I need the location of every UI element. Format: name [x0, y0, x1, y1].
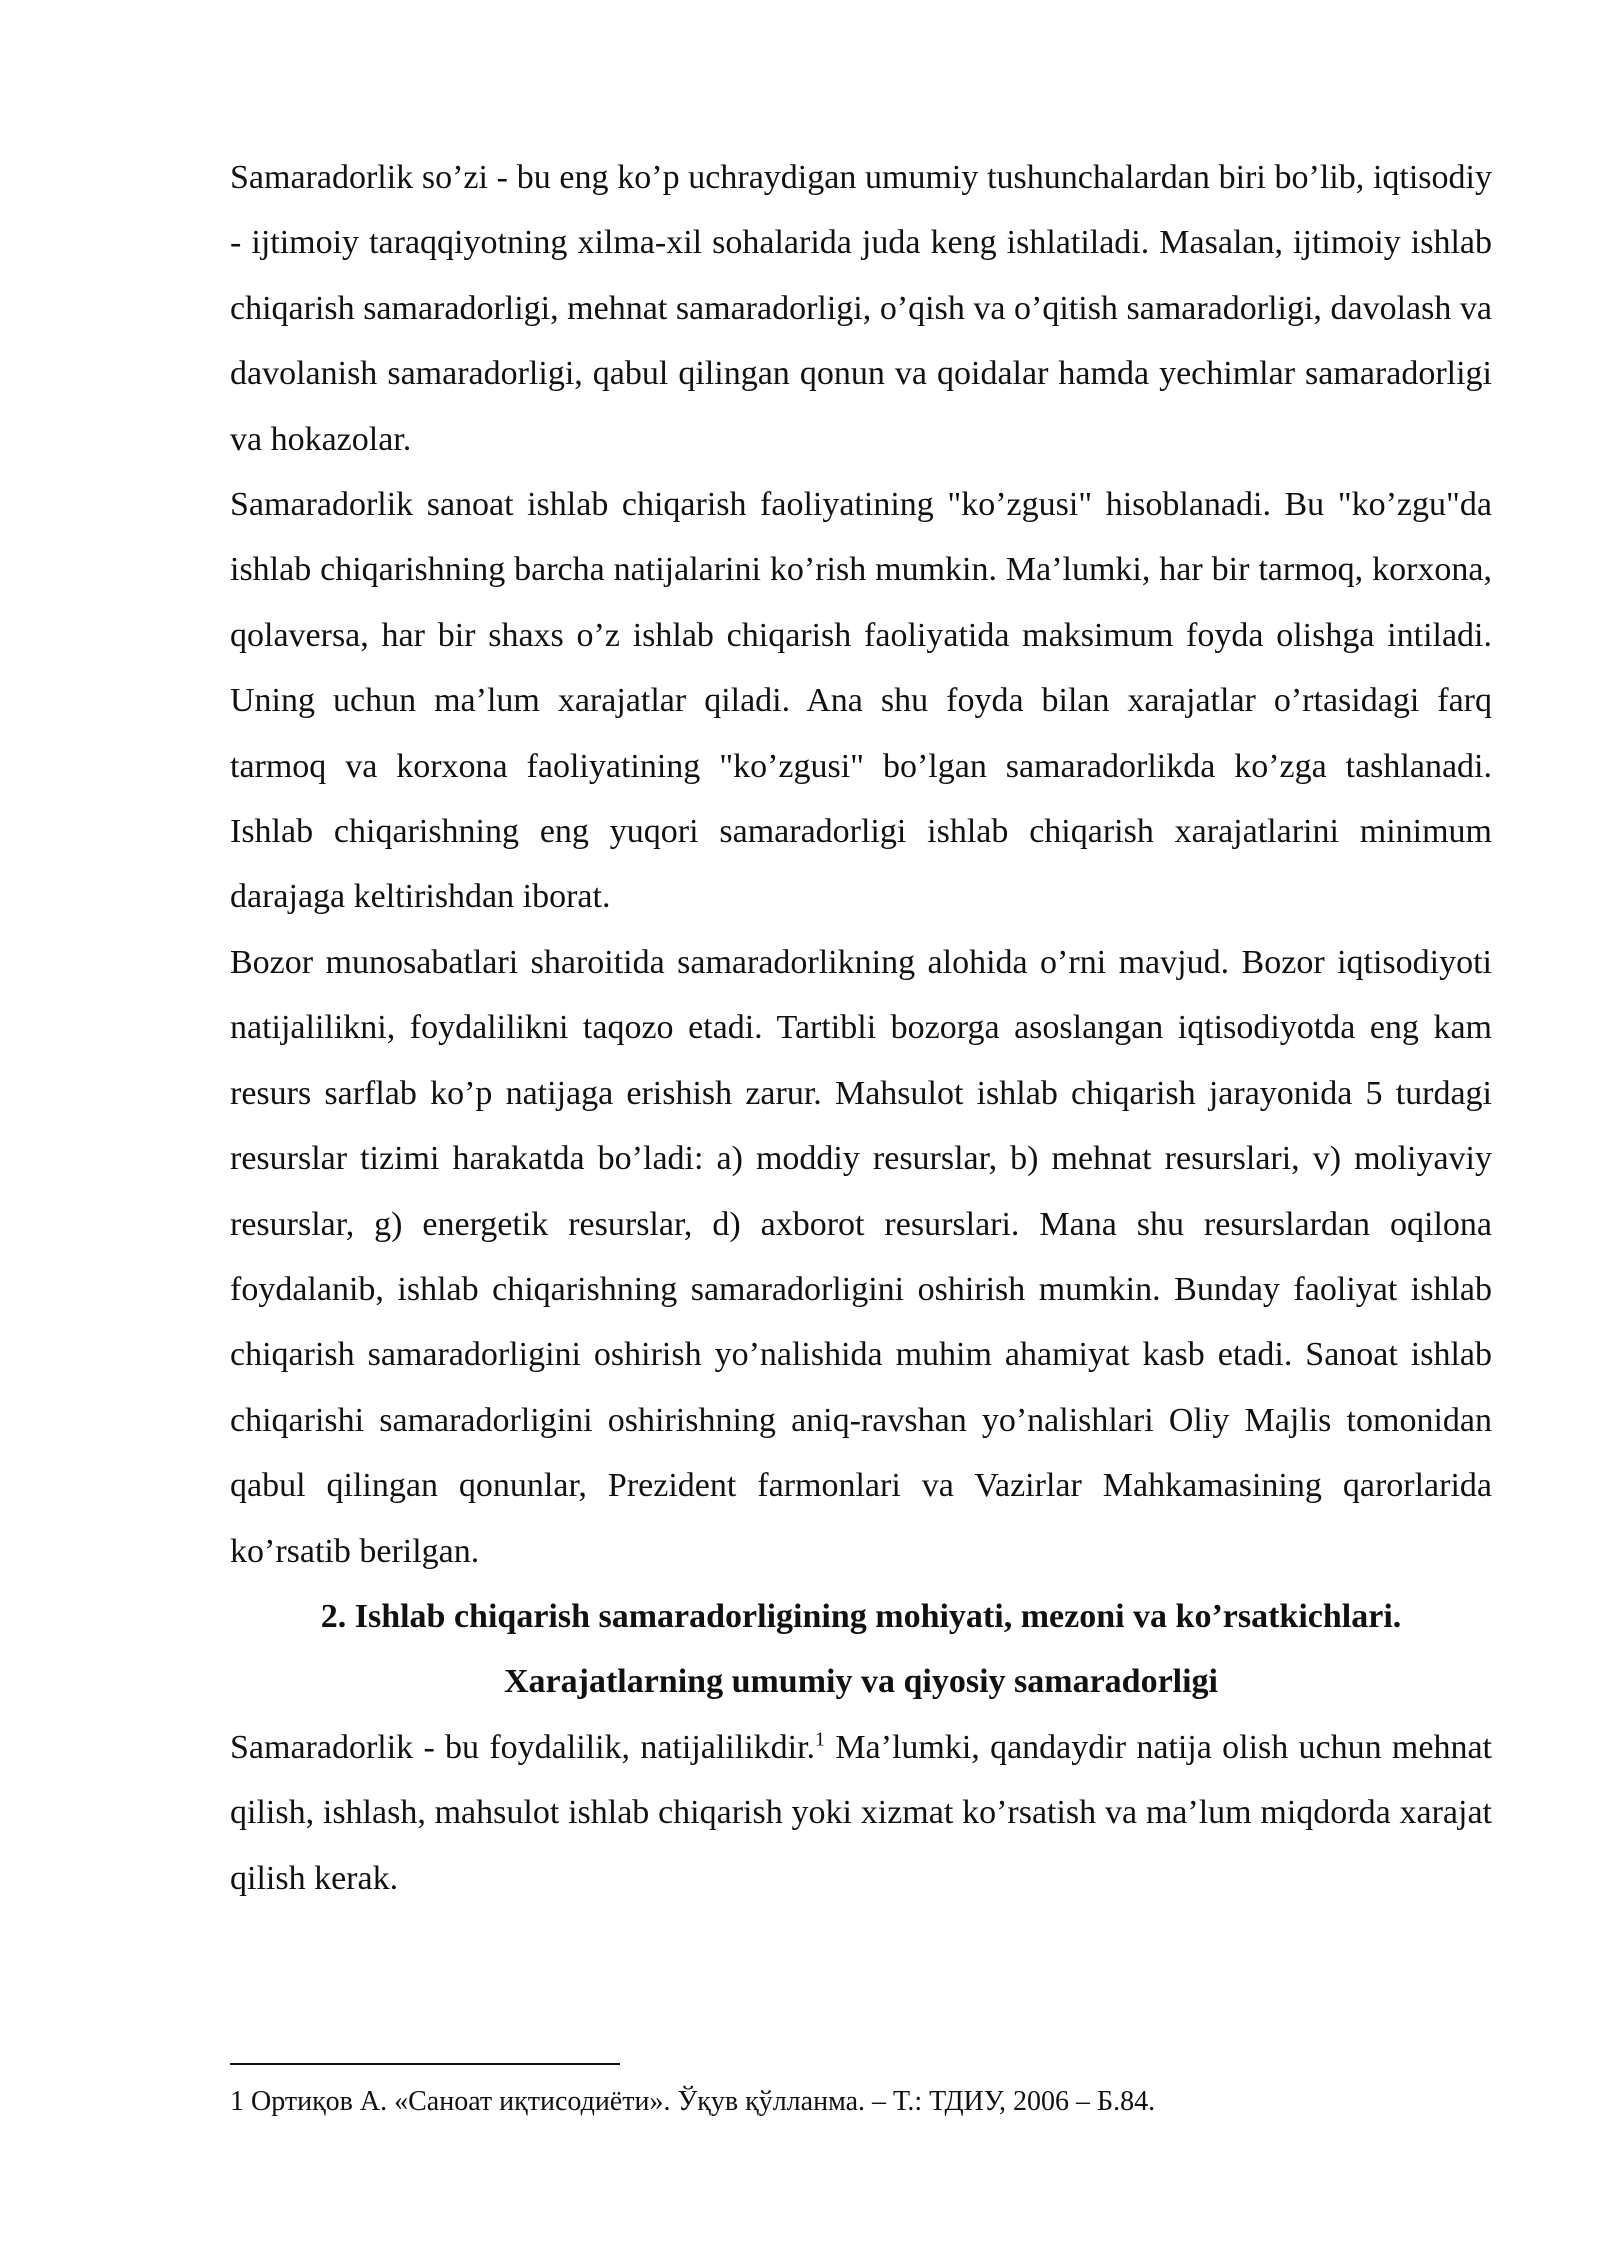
body-paragraph: Samaradorlik so’zi - bu eng ko’p uchraydigan umumiy tushunchalardan biri bo’lib, iqtisodiy - ijtimoiy taraqqiyotning xilma-xil sohalarida juda keng ishlatiladi. Masalan, ijtimoiy ishlab chiqarish samaradorligi, mehnat samaradorligi, o’qish va o’qitish samaradorligi, davolash va davolanish samaradorligi, qabul qilingan qonun va qoidalar hamda yechimlar samaradorligi va hokazolar. [230, 159, 1492, 458]
paragraph-text: Ma’lumki, qandaydir natija olish uchun mehnat qilish, ishlash, mahsulot ishlab chiqarish yoki xizmat ko’rsatish va ma’lum miqdorda xarajat qilish kerak. [230, 1728, 1492, 1897]
footnote-separator [230, 2063, 620, 2065]
paragraph-text: Samaradorlik - bu foydalilik, natijalilikdir. [230, 1728, 816, 1766]
body-paragraph: Bozor munosabatlari sharoitida samaradorlikning alohida o’rni mavjud. Bozor iqtisodiyoti natijalilikni, foydalilikni taqozo etadi. Tartibli bozorga asoslangan iqtisodiyotda eng kam resurs sarflab ko’p natijaga erishish zarur. Mahsulot ishlab chiqarish jarayonida 5 turdagi resurslar tizimi harakatda bo’ladi: a) moddiy resurslar, b) mehnat resurslari, v) moliyaviy resurslar, g) energetik resurslar, d) axborot resurslari. Mana shu resurslardan oqilona foydalanib, ishlab chiqarishning samaradorligini oshirish mumkin. Bunday faoliyat ishlab chiqarish samaradorligini oshirish yo’nalishida muhim ahamiyat kasb etadi. Sanoat ishlab chiqarishi samaradorligini oshirishning aniq-ravshan yo’nalishlari Oliy Majlis tomonidan qabul qilingan qonunlar, Prezident farmonlari va Vazirlar Mahkamasining qarorlarida ko’rsatib berilgan. [230, 943, 1492, 1570]
footnote-reference[interactable]: 1 [815, 1728, 826, 1751]
body-paragraph: Samaradorlik sanoat ishlab chiqarish faoliyatining "ko’zgusi" hisoblanadi. Bu "ko’zgu"da ishlab chiqarishning barcha natijalarini ko’rish mumkin. Ma’lumki, har bir tarmoq, korxona, qolaversa, har bir shaxs o’z ishlab chiqarish faoliyatida maksimum foyda olishga intiladi. Uning uchun ma’lum xarajatlar qiladi. Ana shu foyda bilan xarajatlar o’rtasidagi farq tarmoq va korxona faoliyatining "ko’zgusi" bo’lgan samaradorlikda ko’zga tashlanadi. Ishlab chiqarishning eng yuqori samaradorligi ishlab chiqarish xarajatlarini minimum darajaga keltirishdan iborat. [230, 486, 1492, 916]
section-heading: 2. Ishlab chiqarish samaradorligining mohiyati, mezoni va ko’rsatkichlari. [320, 1597, 1402, 1635]
document-page [230, 145, 1492, 1911]
body-paragraph-with-footnote [230, 1715, 1492, 1911]
footnote-text: 1 Ортиқов А. «Саноат иқтисодиёти». Ўқув қўлланма. – Т.: ТДИУ, 2006 – Б.84. [230, 2086, 1156, 2117]
section-subheading: Xarajatlarning umumiy va qiyosiy samaradorligi [503, 1663, 1219, 1701]
